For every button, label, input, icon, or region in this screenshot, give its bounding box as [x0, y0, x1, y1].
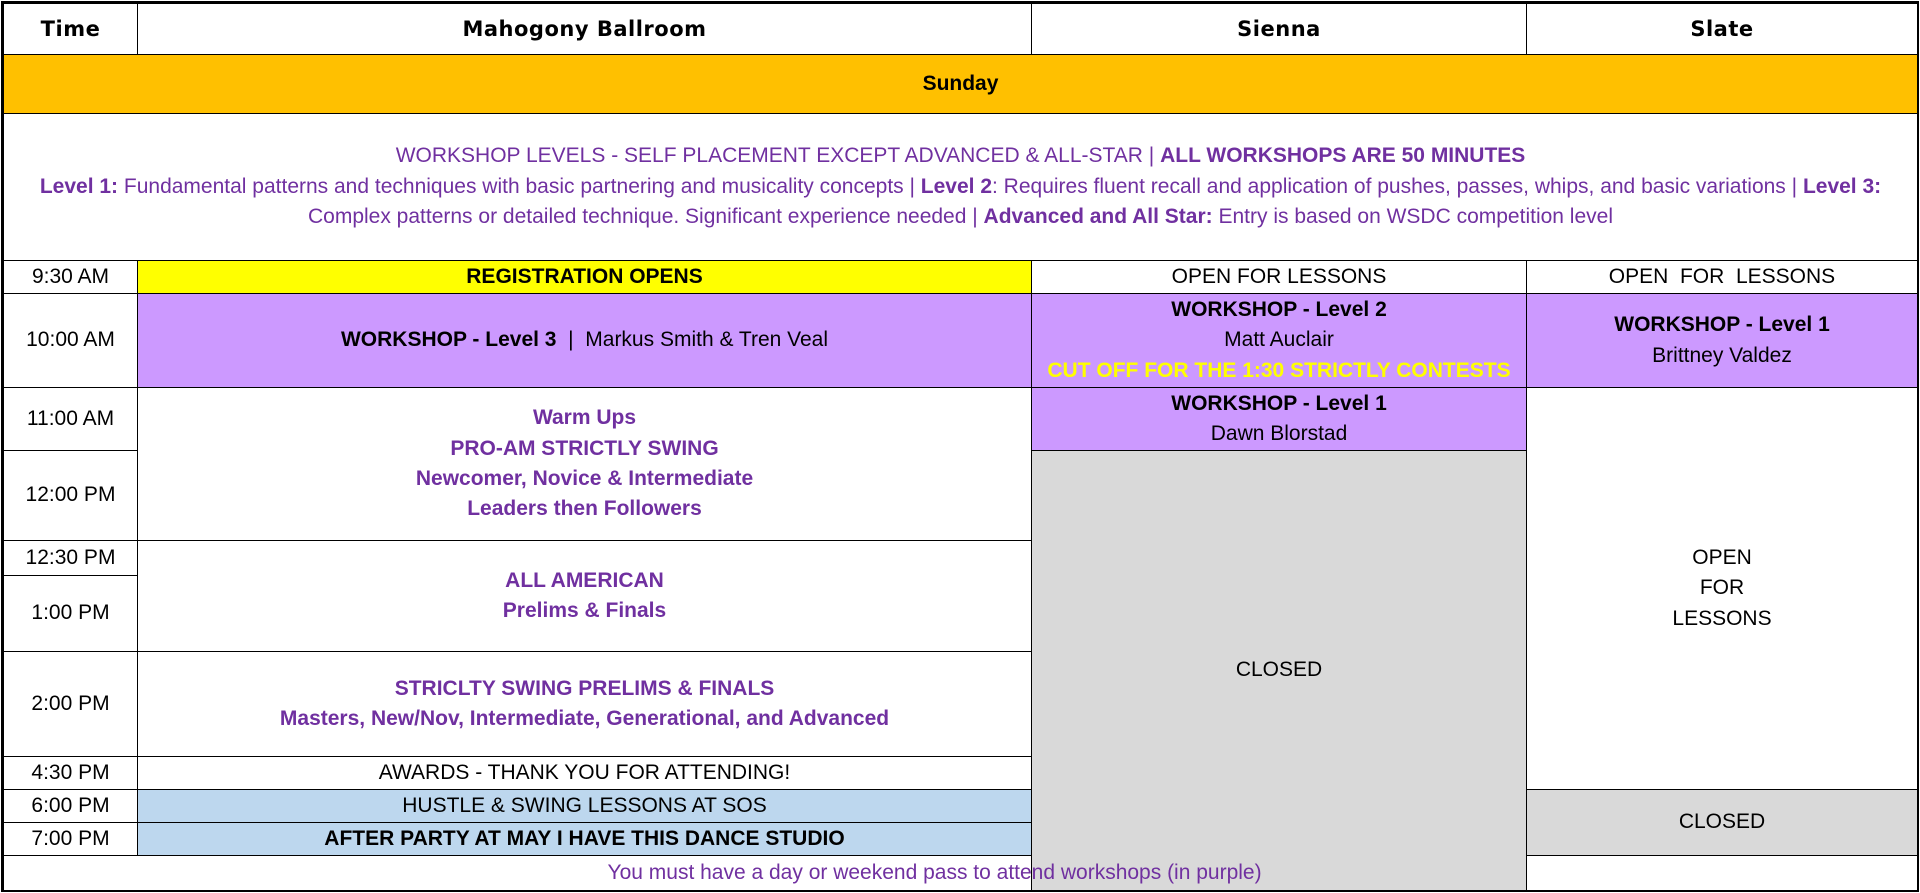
proam-line-2: PRO-AM STRICTLY SWING [450, 436, 719, 460]
mahogany-workshop-instructors: Markus Smith & Tren Veal [585, 328, 829, 352]
level3-text: Complex patterns or detailed technique. Significant experience needed | [307, 205, 984, 229]
awards: AWARDS - THANK YOU FOR ATTENDING! [138, 757, 1032, 790]
sienna-open-lessons: OPEN FOR LESSONS [1032, 261, 1527, 294]
day-row [4, 55, 1918, 114]
slate-ws1-title: WORKSHOP - Level 1 [1614, 313, 1830, 337]
slate-workshop-level1 [1527, 294, 1918, 388]
time-1800: 6:00 PM [4, 790, 138, 823]
row-0930 [4, 261, 1918, 294]
time-1630: 4:30 PM [4, 757, 138, 790]
advanced-text: Entry is based on WSDC competition level [1212, 205, 1613, 229]
time-1900: 7:00 PM [4, 823, 138, 856]
time-1400: 2:00 PM [4, 652, 138, 757]
proam-line-4: Leaders then Followers [467, 497, 702, 521]
slate-open-line-3: LESSONS [1672, 606, 1772, 630]
row-1100 [4, 388, 1918, 451]
info-line1-bold: ALL WORKSHOPS ARE 50 MINUTES [1160, 144, 1526, 168]
sienna-ws2-instructor: Matt Auclair [1224, 328, 1334, 352]
time-1100: 11:00 AM [4, 388, 138, 451]
level3-label: Level 3: [1802, 174, 1882, 198]
level2-label: Level 2 [920, 174, 993, 198]
footer-note: You must have a day or weekend pass to attend workshops (in purple) [138, 856, 1918, 891]
after-party: AFTER PARTY AT MAY I HAVE THIS DANCE STUDIO [138, 823, 1032, 856]
sienna-workshop-level1 [1032, 388, 1527, 451]
sienna-ws2-title: WORKSHOP - Level 2 [1171, 297, 1387, 321]
sienna-ws2-cutoff: CUT OFF FOR THE 1:30 STRICTLY CONTESTS [1047, 358, 1511, 382]
registration-opens: REGISTRATION OPENS [138, 261, 1032, 294]
info-row [4, 114, 1918, 261]
strictly-line-2: Masters, New/Nov, Intermediate, Generational, and Advanced [279, 707, 890, 730]
header-mahogany-ballroom: Mahogony Ballroom [138, 4, 1032, 55]
info-line1: WORKSHOP LEVELS - SELF PLACEMENT EXCEPT ADVANCED & ALL-STAR | [395, 144, 1161, 168]
advanced-label: Advanced and All Star: [983, 205, 1213, 229]
slate-open-line-1: OPEN [1692, 545, 1752, 569]
time-0930: 9:30 AM [4, 261, 138, 294]
time-1200: 12:00 PM [4, 451, 138, 541]
header-sienna: Sienna [1032, 4, 1527, 55]
slate-open-lessons: OPEN FOR LESSONS [1527, 261, 1918, 294]
schedule-table [3, 3, 1918, 891]
row-1800 [4, 790, 1918, 823]
footer-spacer [4, 856, 138, 891]
slate-open-line-2: FOR [1699, 576, 1745, 600]
all-american-line-1: ALL AMERICAN [505, 568, 664, 592]
header-row [4, 4, 1918, 55]
sienna-ws1-instructor: Dawn Blorstad [1210, 422, 1348, 445]
footer-row [4, 856, 1918, 891]
mahogany-workshop-separator: | [556, 328, 586, 352]
header-time: Time [4, 4, 138, 55]
sienna-workshop-level2 [1032, 294, 1527, 388]
time-1230: 12:30 PM [4, 541, 138, 576]
all-american [138, 541, 1032, 652]
strictly-swing-finals [138, 652, 1032, 757]
proam-strictly-swing [138, 388, 1032, 541]
header-slate: Slate [1527, 4, 1918, 55]
row-1000 [4, 294, 1918, 388]
time-1000: 10:00 AM [4, 294, 138, 388]
level2-text: : Requires fluent recall and application of pushes, passes, whips, and basic variations | [992, 174, 1803, 198]
slate-closed: CLOSED [1527, 790, 1918, 856]
proam-line-3: Newcomer, Novice & Intermediate [415, 467, 754, 490]
mahogany-workshop-level3 [138, 294, 1032, 388]
sienna-closed: CLOSED [1032, 451, 1527, 891]
level1-label: Level 1: [39, 174, 119, 198]
strictly-line-1: STRICLTY SWING PRELIMS & FINALS [394, 676, 775, 700]
day-title: Sunday [4, 55, 1918, 114]
level1-text: Fundamental patterns and techniques with basic partnering and musicality concepts | [118, 174, 921, 198]
slate-open-for-lessons [1527, 388, 1918, 790]
slate-ws1-instructor: Brittney Valdez [1652, 343, 1792, 367]
time-1300: 1:00 PM [4, 576, 138, 652]
mahogany-workshop-title: WORKSHOP - Level 3 [340, 328, 557, 352]
all-american-line-2: Prelims & Finals [502, 599, 667, 622]
sienna-ws1-title: WORKSHOP - Level 1 [1171, 391, 1387, 415]
hustle-swing-lessons: HUSTLE & SWING LESSONS AT SOS [138, 790, 1032, 823]
proam-line-1: Warm Ups [532, 406, 637, 430]
workshop-levels-info [4, 114, 1918, 261]
